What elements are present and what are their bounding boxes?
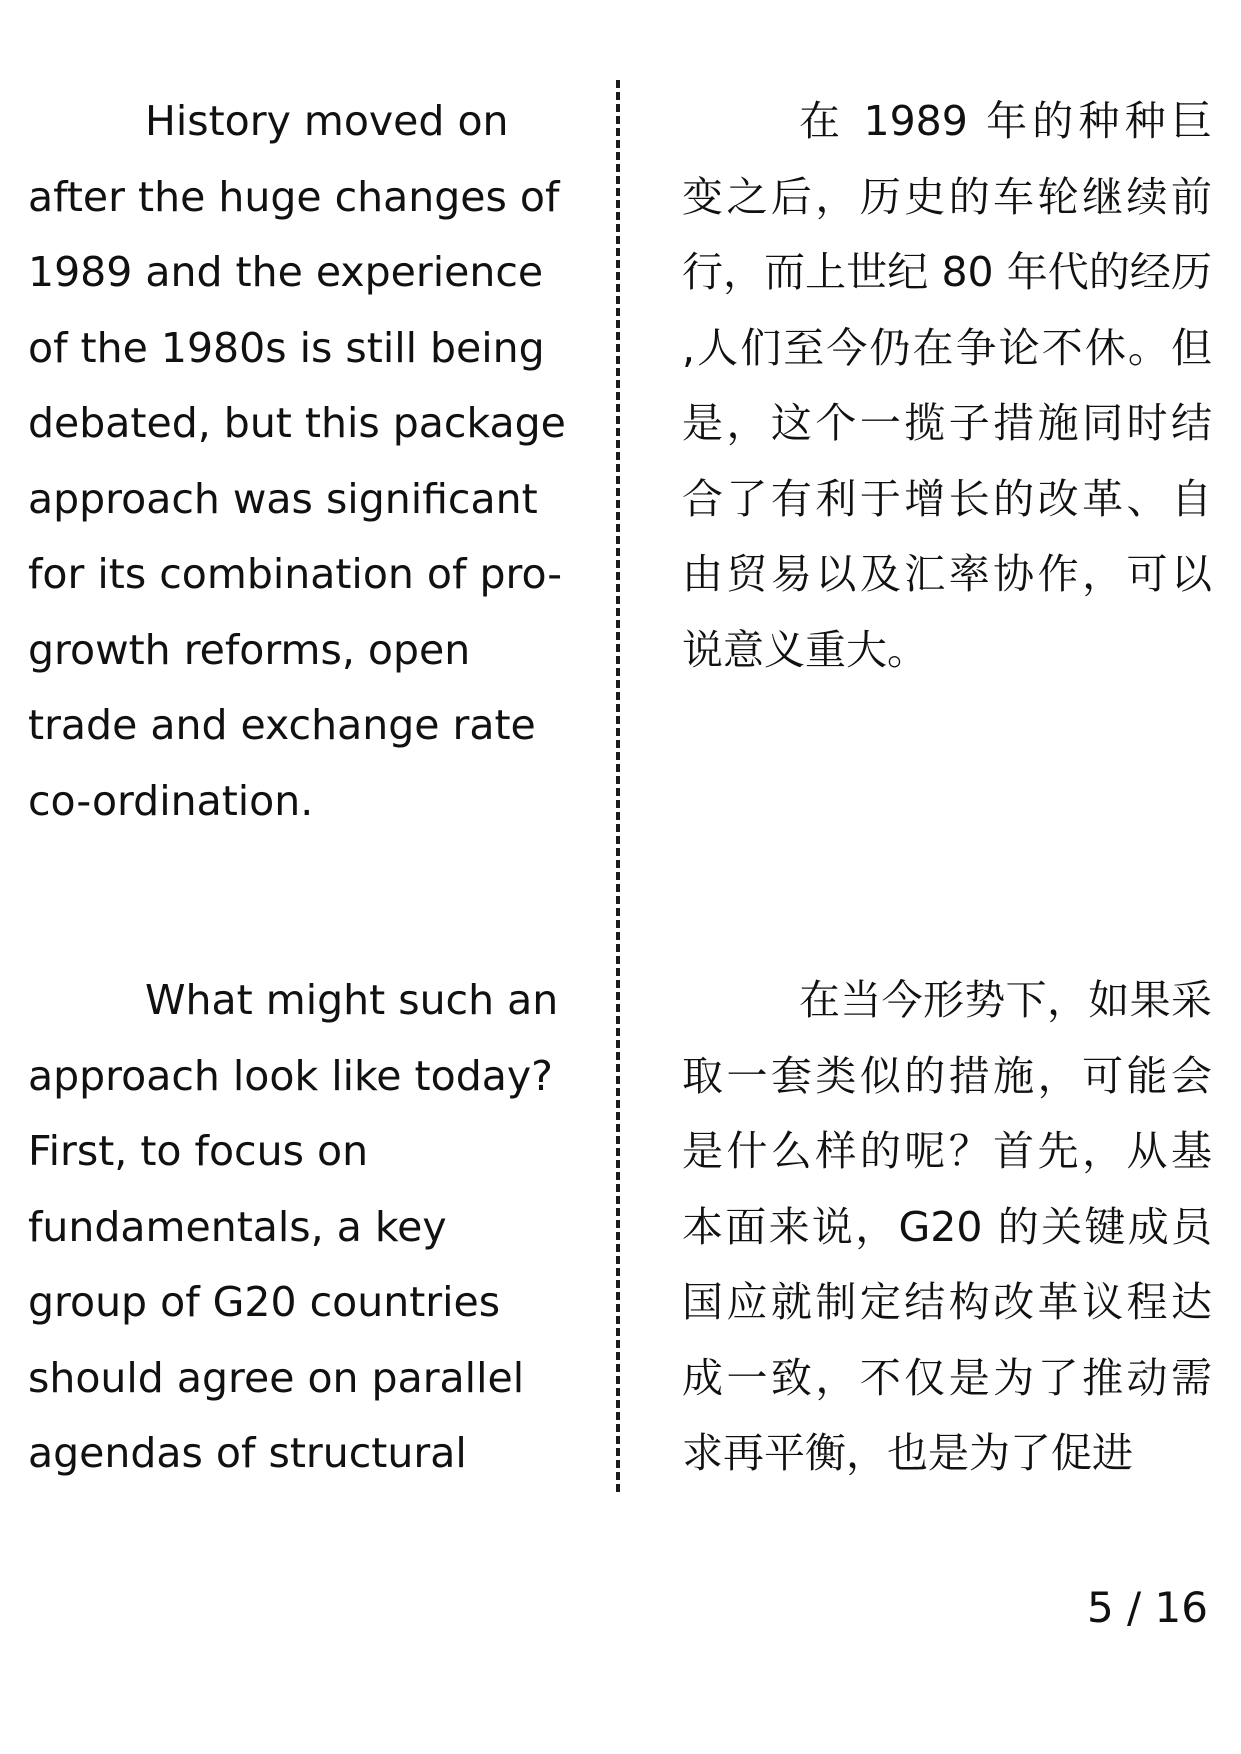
- chinese-column-section-1: [682, 84, 1212, 688]
- english-paragraph-2: What might such an approach look like today? First, to focus on fundamentals, a key group of G20 countries should agree on parallel agendas of structural: [28, 976, 559, 1477]
- english-paragraph-1: History moved on after the huge changes of 1989 and the experience of the 1980s is still being debated, but this package approach was significant for its combination of pro-growth reforms, open trade and exchange rate co-ordination.: [28, 97, 566, 825]
- chinese-paragraph-2: 在当今形势下，如果采取一套类似的措施，可能会是什么样的呢？首先，从基本面来说，G20 的关键成员国应就制定结构改革议程达成一致，不仅是为了推动需求再平衡，也是为了促进: [682, 976, 1212, 1477]
- chinese-column-section-2: [682, 963, 1212, 1567]
- english-column-section-2: [28, 963, 573, 1567]
- page-number: 5 / 16: [1086, 1583, 1208, 1632]
- column-divider: [616, 80, 620, 1492]
- english-column-section-1: [28, 84, 573, 839]
- chinese-paragraph-1: 在 1989 年的种种巨变之后，历史的车轮继续前行，而上世纪 80 年代的经历 ,人们至今仍在争论不休。但是，这个一揽子措施同时结合了有利于增长的改革、自由贸易以及汇率协作，可以说意义重大。: [682, 97, 1212, 674]
